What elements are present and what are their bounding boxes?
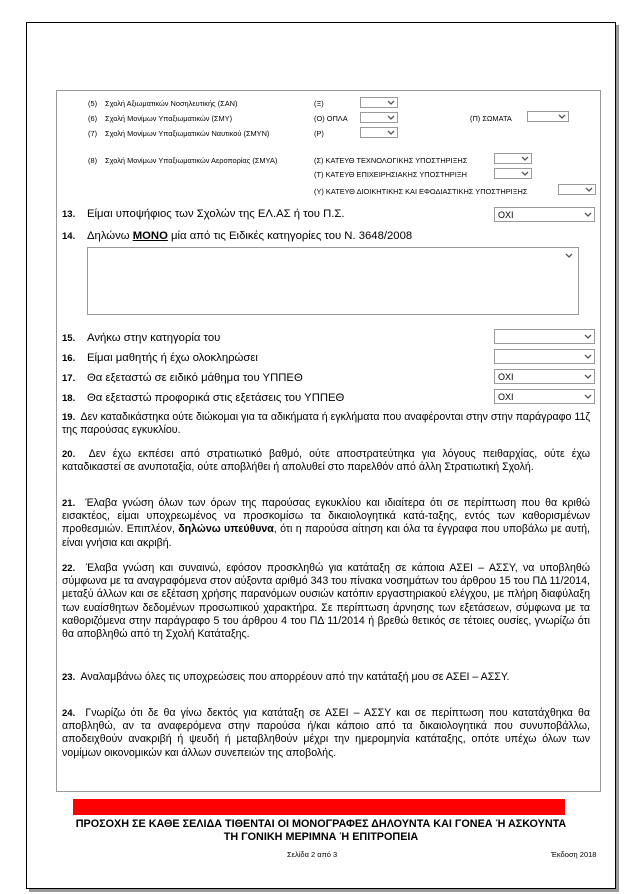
q15-text: Ανήκω στην κατηγορία του — [87, 332, 221, 344]
warning-red-bar — [73, 799, 565, 815]
chevron-down-icon — [583, 373, 593, 380]
school-name-7: Σχολή Μονίμων Υπαξιωματικών Ναυτικού (ΣΜΥΝ) — [105, 129, 270, 138]
school-name-8: Σχολή Μονίμων Υπαξιωματικών Αεροπορίας (ΣΜΥΑ) — [105, 156, 278, 165]
smya-y-select[interactable] — [558, 184, 596, 195]
smya-t-select[interactable] — [494, 168, 532, 179]
school-code-5: (5) — [88, 99, 98, 108]
warning-line-2: ΤΗ ΓΟΝΙΚΗ ΜΕΡΙΜΝΑ Ή ΕΠΙΤΡΟΠΕΙΑ — [223, 831, 419, 843]
q13-select[interactable]: ΟΧΙ — [494, 207, 595, 222]
school-option-5: (Ξ) — [314, 99, 324, 108]
q22-declaration: 22. Έλαβα γνώση και συναινώ, εφόσον προσκληθώ για κατάταξη σε κάποια ΑΣΕΙ – ΑΣΣΥ, να υποβληθώ σύμφωνα με τα αναγραφόμενα στον αύξοντα αριθμό 343 του πίνακα νοσημάτων του άρθρου 15 του ΠΔ 11/2014, μεταξύ άλλων και σε εξέταση χρήσης παρανόμων ουσιών κατόπιν εργαστηριακού ελέγχου, με πλήρη διαφύλαξη των ευαίσθητων δεδομένων προσωπικού χαρακτήρα. Σε περίπτωση άρνησης των εξετάσεων, σύμφωνα με τα καθοριζόμενα στην παράγραφο 5 του άρθρου 4 του ΠΔ 11/2014 ή βρεθώ θετικός σε τέτοιες ουσίες, γνωρίζω ότι θα αποβληθώ από τη Σχολή Κατάταξης. — [62, 562, 590, 641]
school-6-opla-select[interactable] — [360, 112, 398, 123]
q18-select[interactable]: ΟΧΙ — [494, 389, 595, 404]
chevron-down-icon — [386, 114, 396, 121]
q16-number: 16. — [62, 353, 76, 364]
chevron-down-icon — [520, 170, 530, 177]
chevron-down-icon — [386, 129, 396, 136]
q14-category-textarea[interactable] — [87, 247, 579, 315]
q20-declaration: 20. Δεν έχω εκπέσει από στρατιωτικό βαθμό, ούτε αποστρατεύτηκα για λόγους πειθαρχίας, ούτε έχω καταδικαστεί σε ανυποταξία, ούτε αποβλήθει ή απολυθεί στο παρελθόν από άλλη Στρατιωτική Σχολή. — [62, 448, 590, 474]
q16-select[interactable] — [494, 349, 595, 364]
school-5-select[interactable] — [360, 97, 398, 108]
chevron-down-icon — [583, 333, 593, 340]
school-name-5: Σχολή Αξιωματικών Νοσηλευτικής (ΣΑΝ) — [105, 99, 238, 108]
school-code-7: (7) — [88, 129, 98, 138]
chevron-down-icon — [557, 113, 567, 120]
chevron-down-icon — [520, 155, 530, 162]
q19-declaration: 19. Δεν καταδικάστηκα ούτε διώκομαι για τα αδικήματα ή εγκλήματα που αναφέρονται στην στην παράγραφο 11ζ της παρούσας εγκυκλίου. — [62, 411, 591, 437]
q17-text: Θα εξεταστώ σε ειδικό μάθημα του ΥΠΠΕΘ — [87, 372, 303, 384]
q23-declaration: 23. Αναλαμβάνω όλες τις υποχρεώσεις που απορρέουν από την κατάταξή μου σε ΑΣΕΙ – ΑΣΣΥ. — [62, 671, 510, 683]
warning-line-1: ΠΡΟΣΟΧΗ ΣΕ ΚΑΘΕ ΣΕΛΙΔΑ ΤΙΘΕΝΤΑΙ ΟΙ ΜΟΝΟΓΡΑΦΕΣ ΔΗΛΟΥΝΤΑ ΚΑΙ ΓΟΝΕΑ Ή ΑΣΚΟΥΝΤΑ — [75, 818, 567, 830]
q15-select[interactable] — [494, 329, 595, 344]
somata-label: (Π) ΣΩΜΑΤΑ — [470, 114, 512, 123]
q18-text: Θα εξεταστώ προφορικά στις εξετάσεις του ΥΠΠΕΘ — [87, 392, 345, 404]
q14-number: 14. — [62, 231, 76, 242]
edition-label: Έκδοση 2018 — [551, 850, 597, 859]
school-option-6: (Ο) ΟΠΛΑ — [314, 114, 348, 123]
smya-option-y: (Υ) ΚΑΤΕΥΘ ΔΙΟΙΚΗΤΙΚΗΣ ΚΑΙ ΕΦΟΔΙΑΣΤΙΚΗΣ ΥΠΟΣΤΗΡΙΞΗΣ — [314, 187, 528, 196]
q18-number: 18. — [62, 393, 76, 404]
school-code-6: (6) — [88, 114, 98, 123]
q14-text: Δηλώνω ΜΟΝΟ μία από τις Ειδικές κατηγορίες του Ν. 3648/2008 — [87, 230, 413, 242]
q21-declaration: 21. Έλαβα γνώση όλων των όρων της παρούσας εγκυκλίου και ιδιαίτερα ότι σε περίπτωση που θα κριθώ εισακτέος, είμαι υποχρεωμένος να προσκομίσω τα δικαιολογητικά κατά-ταξης, εντός των καθορισμένων προθεσμιών. Επιπλέον, δηλώνω υπεύθυνα, ότι η παρούσα αίτηση και όλα τα έγγραφα που υποβάλω με αυτή, είναι γνήσια και ακριβή. — [62, 497, 590, 549]
q13-number: 13. — [62, 209, 76, 220]
q17-number: 17. — [62, 373, 76, 384]
chevron-down-icon — [564, 252, 574, 259]
q16-text: Είμαι μαθητής ή έχω ολοκληρώσει — [87, 352, 258, 364]
q17-select[interactable]: ΟΧΙ — [494, 369, 595, 384]
school-7-select[interactable] — [360, 127, 398, 138]
q13-text: Είμαι υποψήφιος των Σχολών της ΕΛ.ΑΣ ή του Π.Σ. — [87, 208, 345, 220]
smya-s-select[interactable] — [494, 153, 532, 164]
q15-number: 15. — [62, 333, 76, 344]
chevron-down-icon — [584, 186, 594, 193]
chevron-down-icon — [583, 393, 593, 400]
page-number: Σελίδα 2 από 3 — [287, 850, 338, 859]
chevron-down-icon — [583, 211, 593, 218]
chevron-down-icon — [386, 99, 396, 106]
somata-select[interactable] — [527, 111, 569, 122]
school-option-7: (Ρ) — [314, 129, 324, 138]
school-name-6: Σχολή Μονίμων Υπαξιωματικών (ΣΜΥ) — [105, 114, 233, 123]
q24-declaration: 24. Γνωρίζω ότι δε θα γίνω δεκτός για κατάταξη σε ΑΣΕΙ – ΑΣΣΥ και σε περίπτωση που κατατάχθηκα θα αποβληθώ, αν τα αναφερόμενα στην παρούσα ή/και κάποιο από τα δικαιολογητικά που συνυποβάλλω, αποδειχθούν ανακριβή ή ψευδή ή μεταβληθούν μέχρι την ημερομηνία κατάταξης, οπότε υπέχω όλων των νομίμων οικονομικών και άλλων συνεπειών της αποβολής. — [62, 707, 591, 759]
school-code-8: (8) — [88, 156, 98, 165]
smya-option-t: (Τ) ΚΑΤΕΥΘ ΕΠΙΧΕΙΡΗΣΙΑΚΗΣ ΥΠΟΣΤΗΡΙΞΗ — [314, 170, 467, 179]
chevron-down-icon — [583, 353, 593, 360]
smya-option-s: (Σ) ΚΑΤΕΥΘ ΤΕΧΝΟΛΟΓΙΚΗΣ ΥΠΟΣΤΗΡΙΞΗΣ — [314, 156, 468, 165]
